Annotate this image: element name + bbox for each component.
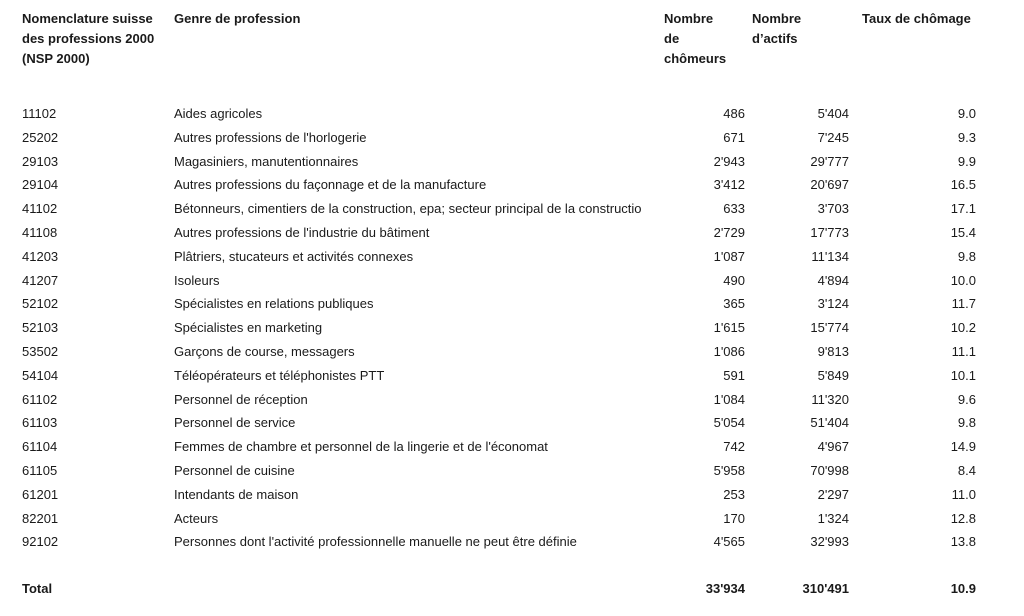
- row-actifs: 70'998: [810, 462, 849, 478]
- row-taux: 9.9: [957, 153, 976, 169]
- row-chomeurs: 1'084: [713, 391, 745, 407]
- header-code-line1: Nomenclature suisse: [22, 11, 153, 26]
- row-chomeurs: 253: [723, 486, 745, 502]
- row-genre: Personnes dont l'activité professionnelle manuelle ne peut être définie: [174, 534, 577, 550]
- row-chomeurs: 1'086: [713, 343, 745, 359]
- row-code: 52102: [22, 296, 59, 312]
- row-chomeurs: 1'087: [713, 248, 745, 264]
- row-actifs: 3'703: [817, 201, 849, 217]
- row-taux: 14.9: [950, 439, 976, 455]
- table-row: [0, 366, 1024, 390]
- row-actifs: 29'777: [810, 153, 849, 169]
- row-chomeurs: 2'729: [713, 224, 745, 240]
- row-genre: Intendants de maison: [174, 486, 299, 502]
- row-code: 29104: [22, 177, 59, 193]
- row-genre: Acteurs: [174, 510, 219, 526]
- row-chomeurs: 3'412: [713, 177, 745, 193]
- row-code: 61201: [22, 486, 59, 502]
- total-taux: 10.9: [950, 581, 976, 596]
- total-row: [0, 578, 1024, 600]
- row-chomeurs: 633: [723, 201, 745, 217]
- table-row: [0, 199, 1024, 223]
- row-code: 41102: [22, 201, 58, 217]
- row-genre: Plâtriers, stucateurs et activités connexes: [174, 248, 414, 264]
- header-taux: Taux de chômage: [862, 11, 971, 26]
- row-taux: 15.4: [950, 224, 976, 240]
- row-code: 82201: [22, 510, 59, 526]
- row-code: 61105: [22, 462, 58, 478]
- row-chomeurs: 490: [723, 272, 745, 288]
- row-chomeurs: 4'565: [713, 534, 745, 550]
- table-row: [0, 390, 1024, 414]
- header-actifs-line2: d’actifs: [752, 31, 798, 46]
- row-taux: 11.7: [951, 296, 976, 312]
- header-chomeurs: [664, 9, 744, 69]
- row-chomeurs: 671: [723, 129, 745, 145]
- row-genre: Aides agricoles: [174, 106, 263, 121]
- total-label: Total: [22, 581, 53, 596]
- table-row: [0, 175, 1024, 199]
- header-actifs-line1: Nombre: [752, 11, 802, 26]
- header-code-line2: des professions 2000: [22, 31, 155, 46]
- table-row: [0, 509, 1024, 533]
- table-row: [0, 128, 1024, 152]
- row-actifs: 11'320: [811, 391, 849, 407]
- header-chomeurs-line1: Nombre: [664, 11, 714, 26]
- row-actifs: 9'813: [817, 343, 849, 359]
- table-row: [0, 413, 1024, 437]
- row-chomeurs: 365: [723, 296, 745, 312]
- row-code: 54104: [22, 367, 59, 383]
- row-genre: Autres professions de l'industrie du bâtiment: [174, 224, 430, 240]
- table-row: [0, 247, 1024, 271]
- header-code-line3: (NSP 2000): [22, 51, 90, 66]
- total-chomeurs: 33'934: [705, 581, 745, 596]
- row-taux: 11.0: [951, 486, 976, 502]
- row-code: 41203: [22, 248, 59, 264]
- row-actifs: 20'697: [810, 177, 849, 193]
- row-chomeurs: 2'943: [713, 153, 745, 169]
- header-code: [22, 9, 172, 69]
- row-genre: Garçons de course, messagers: [174, 343, 355, 359]
- row-actifs: 2'297: [817, 486, 849, 502]
- row-actifs: 7'245: [817, 129, 849, 145]
- row-chomeurs: 486: [723, 106, 745, 121]
- table-row: [0, 104, 1024, 128]
- row-actifs: 11'134: [811, 248, 849, 264]
- header-chomeurs-line3: chômeurs: [664, 51, 727, 66]
- row-taux: 9.8: [957, 415, 976, 431]
- row-genre: Personnel de service: [174, 415, 296, 431]
- table-row: [0, 271, 1024, 295]
- row-taux: 9.0: [957, 106, 976, 121]
- row-actifs: 5'849: [817, 367, 849, 383]
- header-genre: Genre de profession: [174, 11, 301, 26]
- table-row: [0, 532, 1024, 556]
- row-code: 25202: [22, 129, 59, 145]
- table-row: [0, 485, 1024, 509]
- row-actifs: 17'773: [810, 224, 849, 240]
- row-taux: 11.1: [951, 343, 976, 359]
- total-actifs: 310'491: [802, 581, 849, 596]
- row-actifs: 32'993: [810, 534, 849, 550]
- row-taux: 17.1: [950, 201, 976, 217]
- table-row: [0, 152, 1024, 176]
- table-row: [0, 223, 1024, 247]
- table-body: [0, 104, 1024, 556]
- row-actifs: 51'404: [810, 415, 849, 431]
- row-actifs: 3'124: [817, 296, 849, 312]
- row-chomeurs: 5'958: [713, 462, 745, 478]
- row-chomeurs: 170: [723, 510, 745, 526]
- row-chomeurs: 5'054: [713, 415, 745, 431]
- row-actifs: 4'894: [817, 272, 849, 288]
- row-code: 41108: [22, 224, 58, 240]
- row-code: 52103: [22, 320, 59, 336]
- row-chomeurs: 742: [723, 439, 745, 455]
- header-actifs: [752, 9, 842, 49]
- row-actifs: 4'967: [817, 439, 849, 455]
- row-genre: Bétonneurs, cimentiers de la construction, epa; secteur principal de la constructio: [174, 201, 642, 217]
- row-genre: Spécialistes en marketing: [174, 320, 323, 336]
- row-genre: Spécialistes en relations publiques: [174, 296, 374, 312]
- row-genre: Personnel de cuisine: [174, 462, 295, 478]
- row-taux: 9.3: [957, 129, 976, 145]
- row-code: 92102: [22, 534, 59, 550]
- table-row: [0, 461, 1024, 485]
- row-taux: 9.8: [957, 248, 976, 264]
- row-code: 53502: [22, 343, 59, 359]
- row-taux: 12.8: [950, 510, 976, 526]
- row-taux: 10.2: [950, 320, 976, 336]
- row-genre: Magasiniers, manutentionnaires: [174, 153, 359, 169]
- row-chomeurs: 1'615: [713, 320, 745, 336]
- table-row: [0, 437, 1024, 461]
- row-genre: Femmes de chambre et personnel de la lingerie et de l'économat: [174, 439, 548, 455]
- table-row: [0, 342, 1024, 366]
- table-row: [0, 318, 1024, 342]
- row-actifs: 15'774: [810, 320, 849, 336]
- row-genre: Autres professions de l'horlogerie: [174, 129, 367, 145]
- row-code: 61102: [22, 391, 58, 407]
- row-code: 61104: [22, 439, 58, 455]
- row-genre: Téléopérateurs et téléphonistes PTT: [174, 367, 385, 383]
- row-taux: 13.8: [950, 534, 976, 550]
- header-chomeurs-line2: de: [664, 31, 680, 46]
- row-actifs: 1'324: [817, 510, 849, 526]
- row-taux: 16.5: [950, 177, 976, 193]
- row-genre: Isoleurs: [174, 272, 220, 288]
- row-taux: 9.6: [957, 391, 976, 407]
- row-genre: Autres professions du façonnage et de la manufacture: [174, 177, 487, 193]
- row-taux: 8.4: [957, 462, 976, 478]
- row-chomeurs: 591: [723, 367, 745, 383]
- row-taux: 10.0: [950, 272, 976, 288]
- row-actifs: 5'404: [817, 106, 849, 121]
- row-genre: Personnel de réception: [174, 391, 308, 407]
- row-code: 29103: [22, 153, 59, 169]
- row-code: 41207: [22, 272, 59, 288]
- table-row: [0, 294, 1024, 318]
- row-taux: 10.1: [950, 367, 976, 383]
- row-code: 11102: [22, 106, 57, 121]
- row-code: 61103: [22, 415, 58, 431]
